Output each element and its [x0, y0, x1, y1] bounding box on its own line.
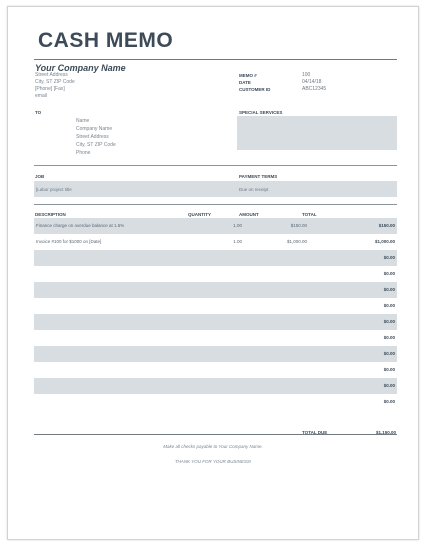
memo-sheet	[7, 6, 419, 540]
col-total-header: TOTAL	[302, 212, 317, 217]
row-total: $0.00	[383, 383, 395, 388]
row-description: Invoice #100 for $1000 on [Date]	[36, 239, 102, 244]
row-amount: $150.00	[290, 223, 307, 228]
col-quantity-header: QUANTITY	[188, 212, 211, 217]
job-row	[34, 181, 397, 197]
thank-you-note: THANK YOU FOR YOUR BUSINESS!	[174, 459, 252, 464]
row-total: $0.00	[383, 319, 395, 324]
row-total: $0.00	[383, 367, 395, 372]
company-street: Street Address	[35, 72, 68, 78]
row-amount: $1,000.00	[286, 239, 307, 244]
payable-note: Make all checks payable to Your Company Name.	[163, 444, 263, 449]
job-label: JOB	[35, 174, 45, 179]
to-street: Street Address	[76, 134, 109, 140]
memo-number-label: MEMO #	[239, 73, 257, 78]
row-description: Finance charge on overdue balance at 1.5%	[36, 223, 125, 228]
total-due-value: $1,150.00	[375, 430, 396, 435]
title-divider	[34, 59, 397, 60]
row-total: $0.00	[383, 287, 395, 292]
table-row	[34, 266, 397, 282]
special-services-box	[237, 116, 397, 150]
row-total: $1,000.00	[374, 239, 395, 244]
row-total: $150.00	[378, 223, 395, 228]
col-amount-header: AMOUNT	[239, 212, 259, 217]
table-row	[34, 250, 397, 266]
row-total: $0.00	[383, 255, 395, 260]
to-phone: Phone	[76, 150, 91, 156]
row-quantity: 1.00	[233, 223, 242, 228]
date-label: DATE	[239, 80, 251, 85]
customer-id-value: ABC12345	[302, 86, 327, 92]
row-total: $0.00	[383, 271, 395, 276]
row-total: $0.00	[383, 351, 395, 356]
company-city: City, ST ZIP Code	[35, 79, 75, 85]
table-row	[34, 378, 397, 394]
row-total: $0.00	[383, 399, 395, 404]
job-value: [Labor project title	[36, 187, 72, 192]
table-row	[34, 362, 397, 378]
job-divider	[34, 165, 397, 166]
table-row	[34, 330, 397, 346]
row-total: $0.00	[383, 303, 395, 308]
table-row	[34, 298, 397, 314]
row-quantity: 1.00	[233, 239, 242, 244]
table-row	[34, 346, 397, 362]
company-name: Your Company Name	[35, 63, 126, 73]
table-top-divider	[34, 204, 397, 205]
page-title: CASH MEMO	[38, 29, 174, 52]
table-row	[34, 218, 397, 234]
total-divider	[34, 434, 397, 435]
total-due-label: TOTAL DUE	[302, 430, 328, 435]
payment-terms-value: Due on receipt	[239, 187, 269, 192]
row-total: $0.00	[383, 335, 395, 340]
col-description-header: DESCRIPTION	[35, 212, 66, 217]
to-name: Name	[76, 118, 90, 124]
payment-terms-label: PAYMENT TERMS	[239, 174, 278, 179]
memo-number-value: 100	[302, 72, 311, 78]
table-row	[34, 394, 397, 410]
table-row	[34, 282, 397, 298]
company-email: email	[35, 93, 47, 99]
to-company: Company Name	[76, 126, 113, 132]
customer-id-label: CUSTOMER ID	[239, 87, 271, 92]
special-services-label: SPECIAL SERVICES	[239, 110, 283, 115]
date-value: 04/14/18	[302, 79, 322, 85]
to-label: TO	[35, 110, 42, 115]
table-row	[34, 314, 397, 330]
table-row	[34, 234, 397, 250]
to-city: City, ST ZIP Code	[76, 142, 116, 148]
company-phone: [Phone] [Fax]	[35, 86, 65, 92]
